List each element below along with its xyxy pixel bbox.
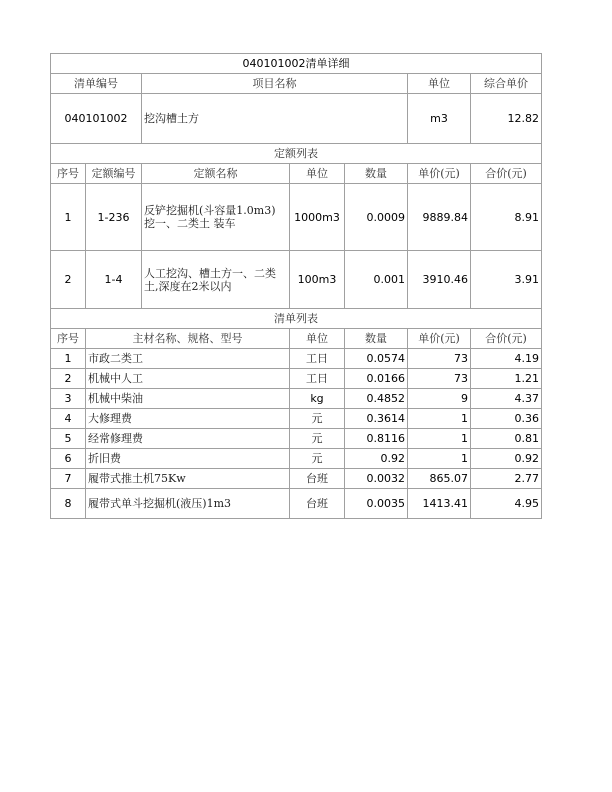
page-title: 040101002清单详细 — [51, 54, 542, 74]
material-qty: 0.0574 — [345, 349, 408, 369]
material-row — [51, 349, 542, 369]
quota-row — [51, 184, 542, 251]
materials-header-no: 序号 — [51, 329, 86, 349]
materials-header-row — [51, 329, 542, 349]
quota-header-unit: 单位 — [290, 164, 345, 184]
material-row — [51, 409, 542, 429]
materials-header-unit: 单位 — [290, 329, 345, 349]
material-no: 3 — [51, 389, 86, 409]
material-qty: 0.0032 — [345, 469, 408, 489]
material-qty: 0.0166 — [345, 369, 408, 389]
quota-name: 反铲挖掘机(斗容量1.0m3) 挖一、二类土 装车 — [142, 184, 290, 251]
material-price: 1 — [408, 409, 471, 429]
materials-header-name: 主材名称、规格、型号 — [86, 329, 290, 349]
material-qty: 0.4852 — [345, 389, 408, 409]
quota-header-price: 单价(元) — [408, 164, 471, 184]
material-unit: 工日 — [290, 349, 345, 369]
materials-header-qty: 数量 — [345, 329, 408, 349]
material-name: 履带式单斗挖掘机(液压)1m3 — [86, 489, 290, 519]
bill-row — [51, 94, 542, 144]
material-total: 2.77 — [471, 469, 542, 489]
material-unit: 元 — [290, 449, 345, 469]
quota-code: 1-4 — [86, 251, 142, 309]
quota-no: 1 — [51, 184, 86, 251]
material-row — [51, 369, 542, 389]
bill-code: 040101002 — [51, 94, 142, 144]
material-no: 1 — [51, 349, 86, 369]
material-no: 5 — [51, 429, 86, 449]
quota-section-title: 定额列表 — [51, 144, 542, 164]
material-row — [51, 469, 542, 489]
material-total: 0.92 — [471, 449, 542, 469]
material-name: 经常修理费 — [86, 429, 290, 449]
quota-header-row — [51, 164, 542, 184]
material-row — [51, 389, 542, 409]
quota-no: 2 — [51, 251, 86, 309]
quota-row — [51, 251, 542, 309]
quota-header-qty: 数量 — [345, 164, 408, 184]
material-qty: 0.8116 — [345, 429, 408, 449]
material-no: 4 — [51, 409, 86, 429]
material-price: 865.07 — [408, 469, 471, 489]
material-name: 机械中人工 — [86, 369, 290, 389]
material-unit: 工日 — [290, 369, 345, 389]
material-price: 9 — [408, 389, 471, 409]
material-unit: 元 — [290, 429, 345, 449]
material-qty: 0.3614 — [345, 409, 408, 429]
quota-name: 人工挖沟、槽土方一、二类土,深度在2米以内 — [142, 251, 290, 309]
material-price: 1 — [408, 449, 471, 469]
material-total: 4.95 — [471, 489, 542, 519]
material-name: 机械中柴油 — [86, 389, 290, 409]
material-name: 市政二类工 — [86, 349, 290, 369]
material-qty: 0.92 — [345, 449, 408, 469]
materials-header-total: 合价(元) — [471, 329, 542, 349]
material-price: 73 — [408, 369, 471, 389]
quota-price: 3910.46 — [408, 251, 471, 309]
material-unit: 元 — [290, 409, 345, 429]
bill-unit: m3 — [408, 94, 471, 144]
materials-header-price: 单价(元) — [408, 329, 471, 349]
bill-detail-table — [50, 53, 542, 519]
quota-total: 8.91 — [471, 184, 542, 251]
material-name: 折旧费 — [86, 449, 290, 469]
materials-section-title: 清单列表 — [51, 309, 542, 329]
material-total: 4.37 — [471, 389, 542, 409]
quota-header-code: 定额编号 — [86, 164, 142, 184]
quota-qty: 0.0009 — [345, 184, 408, 251]
quota-code: 1-236 — [86, 184, 142, 251]
header-bill-code: 清单编号 — [51, 74, 142, 94]
material-total: 4.19 — [471, 349, 542, 369]
material-no: 6 — [51, 449, 86, 469]
material-no: 2 — [51, 369, 86, 389]
material-unit: kg — [290, 389, 345, 409]
material-price: 73 — [408, 349, 471, 369]
quota-header-no: 序号 — [51, 164, 86, 184]
header-unit: 单位 — [408, 74, 471, 94]
bill-unit-price: 12.82 — [471, 94, 542, 144]
quota-unit: 1000m3 — [290, 184, 345, 251]
quota-qty: 0.001 — [345, 251, 408, 309]
quota-unit: 100m3 — [290, 251, 345, 309]
material-name: 大修理费 — [86, 409, 290, 429]
material-no: 8 — [51, 489, 86, 519]
quota-price: 9889.84 — [408, 184, 471, 251]
quota-total: 3.91 — [471, 251, 542, 309]
material-name: 履带式推土机75Kw — [86, 469, 290, 489]
material-row — [51, 429, 542, 449]
material-total: 1.21 — [471, 369, 542, 389]
bill-name: 挖沟槽土方 — [142, 94, 408, 144]
header-unit-price: 综合单价 — [471, 74, 542, 94]
material-price: 1 — [408, 429, 471, 449]
material-no: 7 — [51, 469, 86, 489]
material-unit: 台班 — [290, 489, 345, 519]
material-row — [51, 489, 542, 519]
material-total: 0.81 — [471, 429, 542, 449]
material-price: 1413.41 — [408, 489, 471, 519]
header-item-name: 项目名称 — [142, 74, 408, 94]
material-unit: 台班 — [290, 469, 345, 489]
quota-header-name: 定额名称 — [142, 164, 290, 184]
quota-header-total: 合价(元) — [471, 164, 542, 184]
material-total: 0.36 — [471, 409, 542, 429]
material-qty: 0.0035 — [345, 489, 408, 519]
material-row — [51, 449, 542, 469]
